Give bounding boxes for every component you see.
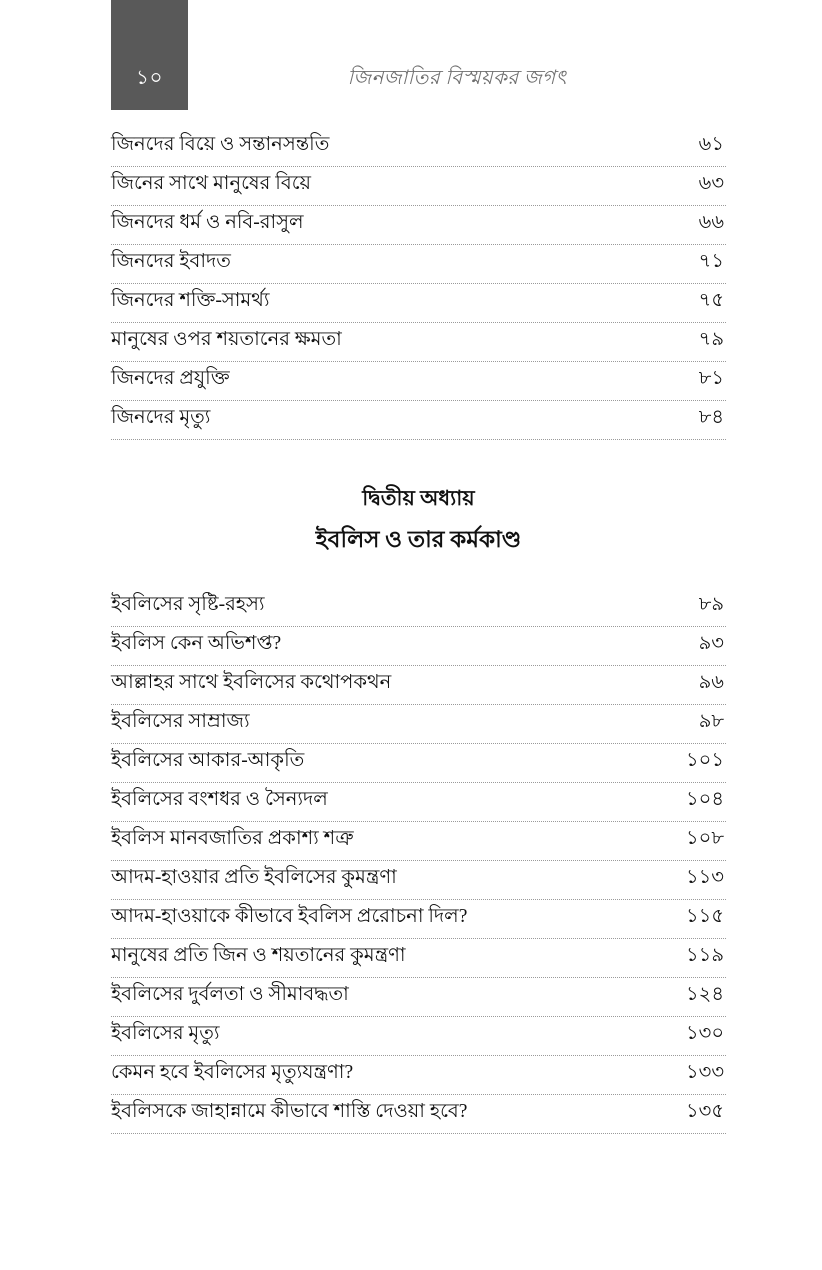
toc-entry-title: জিনদের ইবাদত xyxy=(111,251,231,272)
toc-row[interactable] xyxy=(111,1095,726,1134)
toc-entry-page-number: ৯৩ xyxy=(698,633,724,654)
toc-entry-page-number: ৮১ xyxy=(698,368,724,389)
toc-row[interactable] xyxy=(111,167,726,206)
toc-entry-page-number: ১০১ xyxy=(686,750,724,771)
toc-entry-page-number: ৮৯ xyxy=(698,594,724,615)
toc-row[interactable] xyxy=(111,822,726,861)
toc-entry-page-number: ১২৪ xyxy=(686,984,724,1005)
toc-section-two xyxy=(111,588,726,1134)
toc-entry-page-number: ৭৫ xyxy=(698,290,724,311)
toc-entry-title: ইবলিসের সৃষ্টি-রহস্য xyxy=(111,594,265,615)
toc-entry-title: আদম-হাওয়ার প্রতি ইবলিসের কুমন্ত্রণা xyxy=(111,867,397,888)
toc-entry-page-number: ৬৩ xyxy=(698,173,724,194)
toc-entry-title: মানুষের ওপর শয়তানের ক্ষমতা xyxy=(111,329,342,350)
toc-entry-title: জিনদের মৃত্যু xyxy=(111,407,211,428)
toc-entry-title: ইবলিসের সাম্রাজ্য xyxy=(111,711,250,732)
running-header xyxy=(0,0,822,112)
toc-entry-page-number: ১১৫ xyxy=(686,906,724,927)
toc-entry-title: জিনদের বিয়ে ও সন্তানসন্ততি xyxy=(111,134,330,155)
toc-row[interactable] xyxy=(111,588,726,627)
toc-row[interactable] xyxy=(111,245,726,284)
toc-row[interactable] xyxy=(111,783,726,822)
toc-entry-title: আদম-হাওয়াকে কীভাবে ইবলিস প্ররোচনা দিল? xyxy=(111,906,468,927)
toc-entry-page-number: ১৩৫ xyxy=(686,1101,724,1122)
toc-entry-title: জিনের সাথে মানুষের বিয়ে xyxy=(111,173,312,194)
toc-row[interactable] xyxy=(111,362,726,401)
toc-entry-page-number: ৮৪ xyxy=(698,407,724,428)
page-number: ১০ xyxy=(136,67,163,89)
toc-entry-title: জিনদের ধর্ম ও নবি-রাসুল xyxy=(111,212,304,233)
toc-entry-title: জিনদের প্রযুক্তি xyxy=(111,368,230,389)
toc-entry-title: জিনদের শক্তি-সামর্থ্য xyxy=(111,290,270,311)
toc-entry-page-number: ৯৬ xyxy=(698,672,724,693)
toc-entry-title: ইবলিসের দুর্বলতা ও সীমাবদ্ধতা xyxy=(111,984,349,1005)
toc-row[interactable] xyxy=(111,1056,726,1095)
toc-entry-title: ইবলিসের আকার-আকৃতি xyxy=(111,750,305,771)
toc-entry-page-number: ১৩০ xyxy=(685,1023,724,1044)
toc-row[interactable] xyxy=(111,323,726,362)
toc-row[interactable] xyxy=(111,627,726,666)
toc-entry-page-number: ১১৯ xyxy=(686,945,724,966)
running-title: জিনজাতির বিস্ময়কর জগৎ xyxy=(347,67,567,89)
toc-entry-page-number: ৯৮ xyxy=(698,711,724,732)
toc-entry-page-number: ৭৯ xyxy=(698,329,724,350)
toc-row[interactable] xyxy=(111,900,726,939)
toc-entry-title: ইবলিসের বংশধর ও সৈন্যদল xyxy=(111,789,328,810)
toc-entry-page-number: ১০৪ xyxy=(686,789,724,810)
toc-entry-title: মানুষের প্রতি জিন ও শয়তানের কুমন্ত্রণা xyxy=(111,945,406,966)
toc-section-one xyxy=(111,128,726,440)
toc-entry-page-number: ৭১ xyxy=(698,251,724,272)
toc-row[interactable] xyxy=(111,978,726,1017)
toc-row[interactable] xyxy=(111,1017,726,1056)
toc-row[interactable] xyxy=(111,284,726,323)
toc-entry-title: ইবলিসের মৃত্যু xyxy=(111,1023,220,1044)
toc-entry-page-number: ৬১ xyxy=(698,134,724,155)
toc-entry-page-number: ৬৬ xyxy=(698,212,724,233)
toc-entry-title: আল্লাহর সাথে ইবলিসের কথোপকথন xyxy=(111,672,392,693)
toc-row[interactable] xyxy=(111,744,726,783)
toc-row[interactable] xyxy=(111,666,726,705)
toc-row[interactable] xyxy=(111,401,726,440)
toc-row[interactable] xyxy=(111,206,726,245)
toc-entry-title: ইবলিস মানবজাতির প্রকাশ্য শত্রু xyxy=(111,828,354,849)
toc-row[interactable] xyxy=(111,861,726,900)
toc-row[interactable] xyxy=(111,128,726,167)
chapter-kicker: দ্বিতীয় অধ্যায় xyxy=(362,486,475,510)
toc-entry-page-number: ১১৩ xyxy=(686,867,724,888)
chapter-heading xyxy=(111,478,726,562)
toc-row[interactable] xyxy=(111,705,726,744)
toc-row[interactable] xyxy=(111,939,726,978)
toc-entry-title: ইবলিসকে জাহান্নামে কীভাবে শাস্তি দেওয়া হবে? xyxy=(111,1101,468,1122)
toc-entry-title: ইবলিস কেন অভিশপ্ত? xyxy=(111,633,282,654)
chapter-name: ইবলিস ও তার কর্মকাণ্ড xyxy=(315,527,522,552)
toc-entry-title: কেমন হবে ইবলিসের মৃত্যুযন্ত্রণা? xyxy=(111,1062,354,1083)
toc-entry-page-number: ১০৮ xyxy=(686,828,724,849)
toc-entry-page-number: ১৩৩ xyxy=(685,1062,724,1083)
